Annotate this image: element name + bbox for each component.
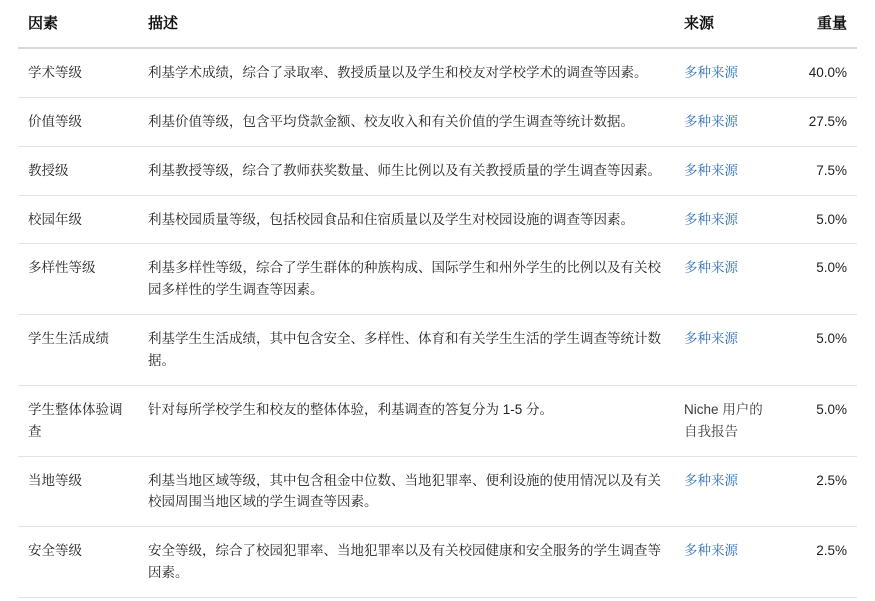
cell-weight: 5.0%: [784, 244, 857, 315]
cell-weight: 5.0%: [784, 315, 857, 386]
table-row: [18, 315, 857, 386]
source-link[interactable]: 多种来源: [684, 260, 738, 276]
cell-weight: 7.5%: [784, 146, 857, 195]
table-row: [18, 97, 857, 146]
cell-source[interactable]: [674, 315, 784, 386]
ranking-factors-table: [18, 0, 857, 598]
cell-description: 针对每所学校学生和校友的整体体验，利基调查的答复分为 1-5 分。: [138, 385, 674, 456]
cell-factor: 学生生活成绩: [18, 315, 138, 386]
cell-factor: 多样性等级: [18, 244, 138, 315]
source-link[interactable]: 多种来源: [684, 162, 738, 178]
cell-factor: 学术等级: [18, 48, 138, 97]
source-link[interactable]: 多种来源: [684, 543, 738, 559]
table-row: [18, 146, 857, 195]
cell-description: 安全等级，综合了校园犯罪率、当地犯罪率以及有关校园健康和安全服务的学生调查等因素。: [138, 527, 674, 598]
source-link[interactable]: 多种来源: [684, 472, 738, 488]
source-link[interactable]: 多种来源: [684, 331, 738, 347]
table-row: [18, 456, 857, 527]
column-header-factor: 因素: [18, 0, 138, 48]
cell-source[interactable]: [674, 527, 784, 598]
cell-source[interactable]: [674, 244, 784, 315]
table-row: [18, 385, 857, 456]
table-body: [18, 48, 857, 598]
table-header: [18, 0, 857, 48]
table-row: [18, 195, 857, 244]
source-link[interactable]: 多种来源: [684, 65, 738, 80]
cell-description: 利基教授等级，综合了教师获奖数量、师生比例以及有关教授质量的学生调查等因素。: [138, 146, 674, 195]
table-header-row: [18, 0, 857, 48]
cell-weight: 27.5%: [784, 97, 857, 146]
cell-description: 利基价值等级，包含平均贷款金额、校友收入和有关价值的学生调查等统计数据。: [138, 97, 674, 146]
cell-factor: 价值等级: [18, 97, 138, 146]
cell-description: 利基学术成绩，综合了录取率、教授质量以及学生和校友对学校学术的调查等因素。: [138, 48, 674, 97]
cell-weight: 5.0%: [784, 385, 857, 456]
cell-weight: 2.5%: [784, 527, 857, 598]
cell-factor: 学生整体体验调查: [18, 385, 138, 456]
column-header-description: 描述: [138, 0, 674, 48]
cell-description: 利基多样性等级，综合了学生群体的种族构成、国际学生和州外学生的比例以及有关校园多样性的学生调查等因素。: [138, 244, 674, 315]
cell-source[interactable]: [674, 146, 784, 195]
cell-weight: 5.0%: [784, 195, 857, 244]
table-row: [18, 244, 857, 315]
cell-source[interactable]: [674, 97, 784, 146]
table-row: [18, 527, 857, 598]
cell-description: 利基校园质量等级，包括校园食品和住宿质量以及学生对校园设施的调查等因素。: [138, 195, 674, 244]
cell-description: 利基当地区域等级，其中包含租金中位数、当地犯罪率、便利设施的使用情况以及有关校园周围当地区域的学生调查等因素。: [138, 456, 674, 527]
table-row: [18, 48, 857, 97]
source-text: Niche 用户的自我报告: [684, 401, 763, 439]
source-link[interactable]: 多种来源: [684, 113, 738, 129]
cell-weight: 2.5%: [784, 456, 857, 527]
column-header-source: 来源: [674, 0, 784, 48]
column-header-weight: 重量: [784, 0, 857, 48]
cell-weight: 40.0%: [784, 48, 857, 97]
cell-source[interactable]: [674, 456, 784, 527]
cell-source[interactable]: [674, 48, 784, 97]
cell-factor: 安全等级: [18, 527, 138, 598]
cell-factor: 校园年级: [18, 195, 138, 244]
cell-factor: 当地等级: [18, 456, 138, 527]
cell-source: [674, 385, 784, 456]
cell-source[interactable]: [674, 195, 784, 244]
source-link[interactable]: 多种来源: [684, 211, 738, 227]
cell-factor: 教授级: [18, 146, 138, 195]
cell-description: 利基学生生活成绩，其中包含安全、多样性、体育和有关学生生活的学生调查等统计数据。: [138, 315, 674, 386]
